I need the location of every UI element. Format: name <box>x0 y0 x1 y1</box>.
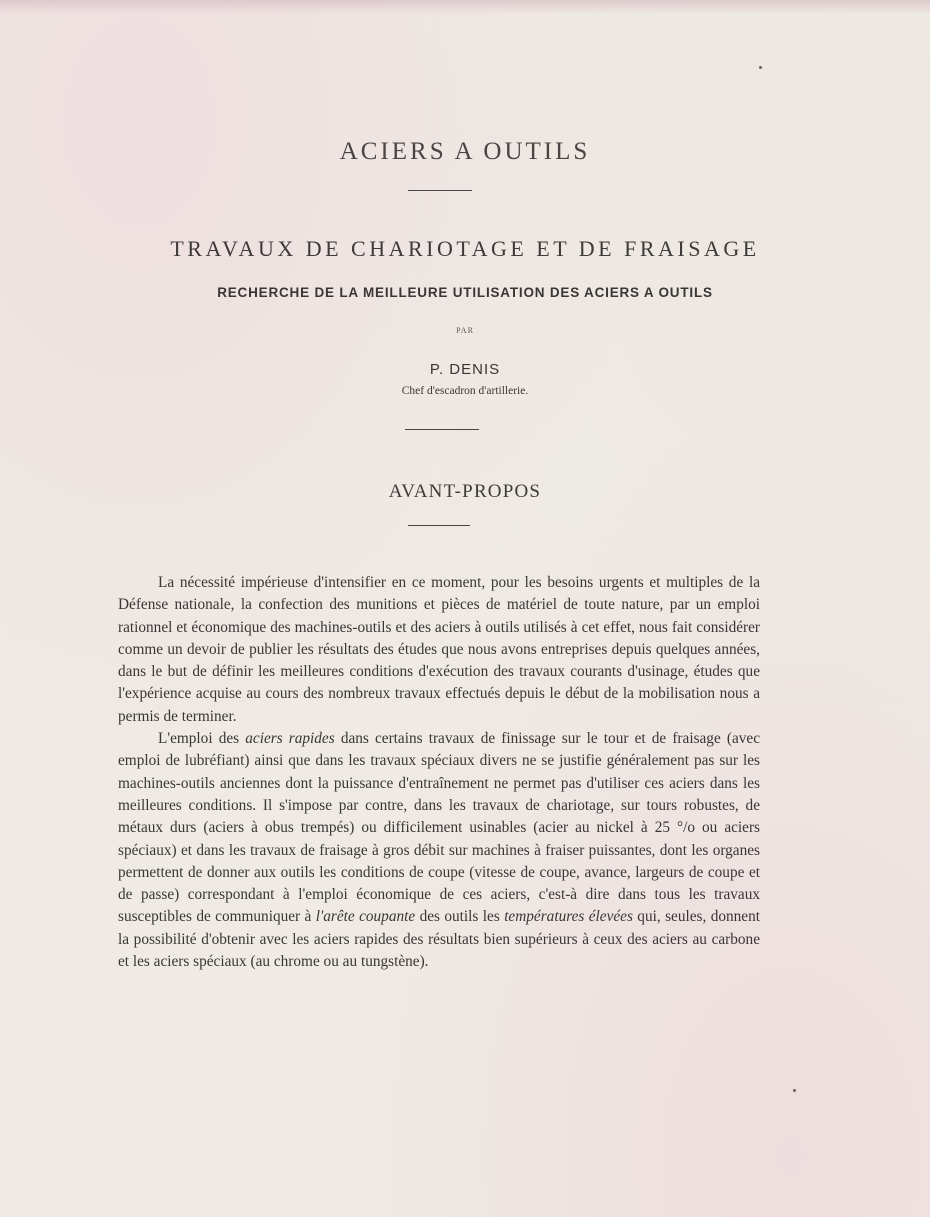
paragraph-2-italic-2: l'arête coupante <box>315 908 416 926</box>
paragraph-2 <box>118 728 760 973</box>
author-name: P. DENIS <box>429 361 501 378</box>
body-text <box>118 572 760 973</box>
section-title: AVANT-PROPOS <box>388 481 542 502</box>
author-rank: Chef d'escadron d'artillerie. <box>401 385 529 397</box>
section-divider <box>408 525 470 526</box>
paper-speck <box>793 1089 796 1092</box>
par-label: PAR <box>456 326 474 335</box>
document-title: ACIERS A OUTILS <box>339 138 591 165</box>
page-top-edge <box>0 0 930 14</box>
document-subtitle: TRAVAUX DE CHARIOTAGE ET DE FRAISAGE <box>170 236 760 261</box>
paragraph-1: La nécessité impérieuse d'intensifier en ce moment, pour les besoins urgents et multiples de la Défense nationale, la confection des munitions et pièces de matériel de toute nature, par un emploi rationnel et économique des machines-outils et des aciers à outils utilisés à cet effet, nous fait considérer comme un devoir de publier les résultats des études que nous avons entreprises depuis quelques années, dans le but de définir les meilleures conditions d'exécution des travaux courants d'usinage, études que l'expérience acquise au cours des nombreux travaux effectués depuis le début de la mobilisation nous a permis de terminer. <box>118 574 760 725</box>
paragraph-2-text-a: L'emploi des <box>158 730 246 748</box>
paragraph-2-italic-3: températures élevées <box>504 908 633 926</box>
paragraph-2-italic-1: aciers rapides <box>245 730 335 748</box>
paper-speck <box>759 66 762 69</box>
paragraph-2-text-b: dans certains travaux de finissage sur le tour et de fraisage (avec emploi de lubréfiant) ainsi que dans les travaux spéciaux divers ne se justifie généralement pas sur les machines-outils anciennes dont la puissance d'entraînement ne permet pas d'utiliser ces aciers dans les meilleures conditions. Il s'impose par contre, dans les travaux de chariotage, sur tours robustes, de métaux durs (aciers à obus trempés) ou difficilement usinables (acier au nickel à 25 °/o ou aciers spéciaux) et dans les travaux de fraisage à gros débit sur machines à fraiser puissantes, dont les organes permettent de donner aux outils les conditions de coupe (vitesse de coupe, avance, largeurs de coupe et de passe) correspondant à l'emploi économique de ces aciers, c'est-à dire dans tous les travaux susceptibles de communiquer à <box>118 730 760 926</box>
author-divider <box>405 429 479 430</box>
paragraph-2-text-c: des outils les <box>415 908 505 926</box>
document-subsubtitle: RECHERCHE DE LA MEILLEURE UTILISATION DES ACIERS A OUTILS <box>217 285 713 300</box>
paragraph-2-text-d: qui, seules, donnent la possibilité d'obtenir avec les aciers rapides des résultats bien supérieurs à ceux des aciers au carbone et les aciers spéciaux (au chrome ou au tungstène). <box>118 908 760 971</box>
title-divider <box>408 190 472 191</box>
